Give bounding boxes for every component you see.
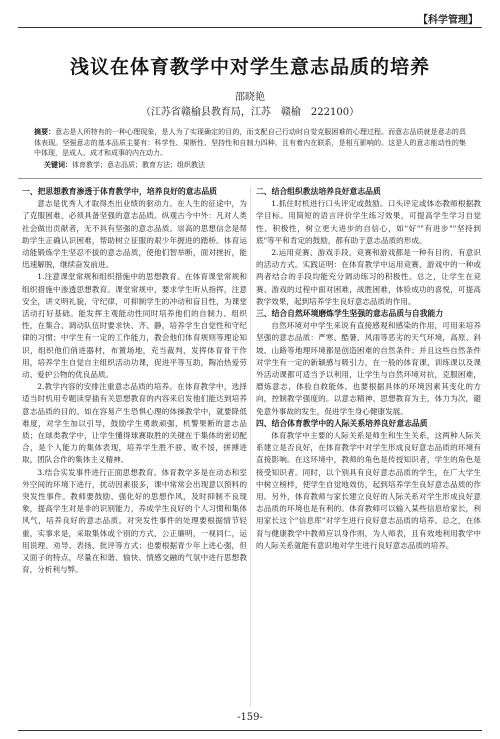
- section-heading: 二、结合组织教法培养良好意志品质: [256, 187, 381, 196]
- keywords-rule: [18, 178, 482, 179]
- abstract-label: 摘要：: [34, 128, 56, 136]
- section-heading: 一、把思想教育渗透于体育教学中，培养良好的意志品质: [22, 187, 217, 196]
- body-paragraph: 1.注意课堂常规和组织措施中的思想教育。在体育课堂常规和组织措施中渗透思想教育。课堂常规中，要求学生听从指挥，注意安全，讲文明礼貌，守纪律，可抑制学生的冲动和盲目性，为课堂活动打好基础。能发挥主观能动性同时培养他们的自制力、组织性，在集合、调动队伍时要求快、齐、静，培养学生自觉性和守纪律的习惯；中学生有一定的工作能力，教会他们体育规则等理论知识，组织他们俏进器材，布置场地，充当裁判，发挥体育骨干作用，培养学生自觉自主组织活动功课，促进平等互助，陶冶热爱劳动、爱护公物的优良品质。: [22, 272, 247, 380]
- body-paragraph: 3.结合实发事件进行正面思想教育。体育教学多是在动态和室外空间的环境下进行，扰动因素很多，课中常常会出现意以预料的突发性事件。教师要鼓励、强化好的思想作风，及时抑制不良现象，提高学生对是非的识别能力，养成学生良好的个人习惯和集体风气，培养良好的意志品质。对突发性事件的处理要根据情节轻重，实事求是，采取集体或个别的方式，公正廉明，一视同仁，运用说理、劝导、表扬、批评等方式；也要根据青少年上进心强，但又面子的特点，尽量在和谐、愉快、情感交融的气氛中进行思想教育，分析利与弊。: [22, 467, 247, 575]
- keywords: [44, 160, 466, 170]
- footer-rule: [18, 730, 482, 731]
- body-paragraph: 2.教学内容的安排注重意志品质的培养。在体育教学中，选择适当时机用专题读穿插有关思想教育的内容来启发他们能达到培养意志品质的目的。如在容易产生恐惧心理的体操教学中，就要降低难度，对学生加以引导，鼓励学生勇敢顽强、机警果断的意志品质；在球类教学中，让学生懂得球赛取胜的关键在于集体的密切配合，是个人能力的集体表现，培养学生胜不骄、败不馁，拼搏进取，团队合作的集体主义精神。: [22, 382, 247, 465]
- abstract-text: 意志是人所特有的一种心理现象，是人为了实现确定的目的，而支配自己行动时自觉克服困难的心理过程。而意志品质就是意志的具体表现。坚强意志的基本品质主要有：科学性、果断性、坚持性和自制力四种，且有着内在联系，是相互影响的。这是人的意志能动性的集中体现，是成人、成才和成事的内在动力。: [34, 128, 466, 157]
- body-paragraph: 自然环境对中学生来说有直接感观和感染的作用，可用来培养坚强的意志品质：严寒、酷暑、风雨等恶劣的天气环境，高原、斜坡、山路等地理环境都是创造困难的自然条件；并且这些自然条件对学生有一定的新颖感与吸引力，在一般的体育课、训练课以及课外活动课都可适当予以利用，让学生与自然环境对抗，克服困难，磨炼意志，体验自救能体。也要根据具体的环境因素其变化的方向，控制教学强度的。以意志精神、思想教育为主，体力为次，避免意外事故的发生，促进学生身心健康发展。: [256, 321, 481, 416]
- column-divider: [250, 186, 251, 706]
- page-number: -159-: [237, 712, 263, 723]
- header-rule: [18, 27, 482, 28]
- body-paragraph: 1.抓住时机进行口头评定或鼓励。口头评定或体态教师根据教学目标、用简短的语言评价学生练习效果，可提高学生学习自觉性、积极性，树立更大进步的自信心，如"好""有进步""坚持到底"等平和肯定的鼓励，都有助于意志品质的形成。: [256, 199, 481, 245]
- author-name: 邵晓艳: [235, 92, 265, 103]
- keywords-text: 体育教学；意志品质；教育方法；组织教法: [72, 161, 205, 169]
- body-paragraph: 意志是优秀人才取得杰出业绩的驱动力。在人生的征途中，为了克服困难，必须具备坚强的意志品质。纵观古今中外：凡对人类社会做出贡献者，无不具有坚强的意志品质。崇高的思想信念是帮助学生正确认识困难，帮助树立征服的艰少年握进的踏桥。体育运动能锻炼学生坚忍不拔的意志品质，使他们智举断，面对挫折，能迅速解脱，继续奋发前进。: [22, 199, 247, 270]
- right-column: [256, 186, 481, 706]
- left-column: [22, 186, 247, 706]
- keywords-label: 关键词：: [44, 161, 72, 169]
- body-paragraph: 2.运用竞赛、游戏手段。竞赛和游戏都是一种有目的、有意识的活动方式。实践证明：在体育教学中运用竞赛、游戏中的一种或两者结合的手段均能充分调动练习的积极性。总之，让学生在竞赛、游戏的过程中面对困难，战胜困难，体验成功的喜悦，可提高教学效果，起到培养学生良好意志品质的作用。: [256, 248, 481, 306]
- section-tag: 【科学管理】: [418, 15, 478, 26]
- section-heading: 四、结合体育教学中的人际关系培养良好意志品质: [256, 418, 428, 428]
- author-affiliation: （江苏省赣榆县教育局，江苏 赣榆 222100）: [140, 107, 360, 118]
- abstract: [34, 127, 466, 159]
- body-paragraph: 体育教学中主要的人际关系是师生和生生关系，这两种人际关系建立是否良好，在体育教学中对学生形成良好意志品质的环境有直接影响。在这环境中，教师的角色是传授知识者，学生的角色是接受知识者。同时，以个别具有良好意志品质的学生，在广大学生中树立榜样，使学生自觉地效仿，起到培养学生良好意志品质的作用。另外，体育教师与家长建立良好的人际关系对学生形成良好意志品质的环境也是有利的。体育教师可以输入某些信息给家长，利用家长这个"信息库"对学生进行良好意志品质的培养。总之，在体育与健康教学中教师应以身作则，为人师表，且有效地利用教学中的人际关系就能有意识地对学生进行良好意志品质的培养。: [256, 431, 481, 550]
- section-heading: 三、结合自然环境磨炼学生坚强的意志品质与自我能力: [256, 309, 444, 319]
- article-title: 浅议在体育教学中对学生意志品质的培养: [69, 56, 430, 78]
